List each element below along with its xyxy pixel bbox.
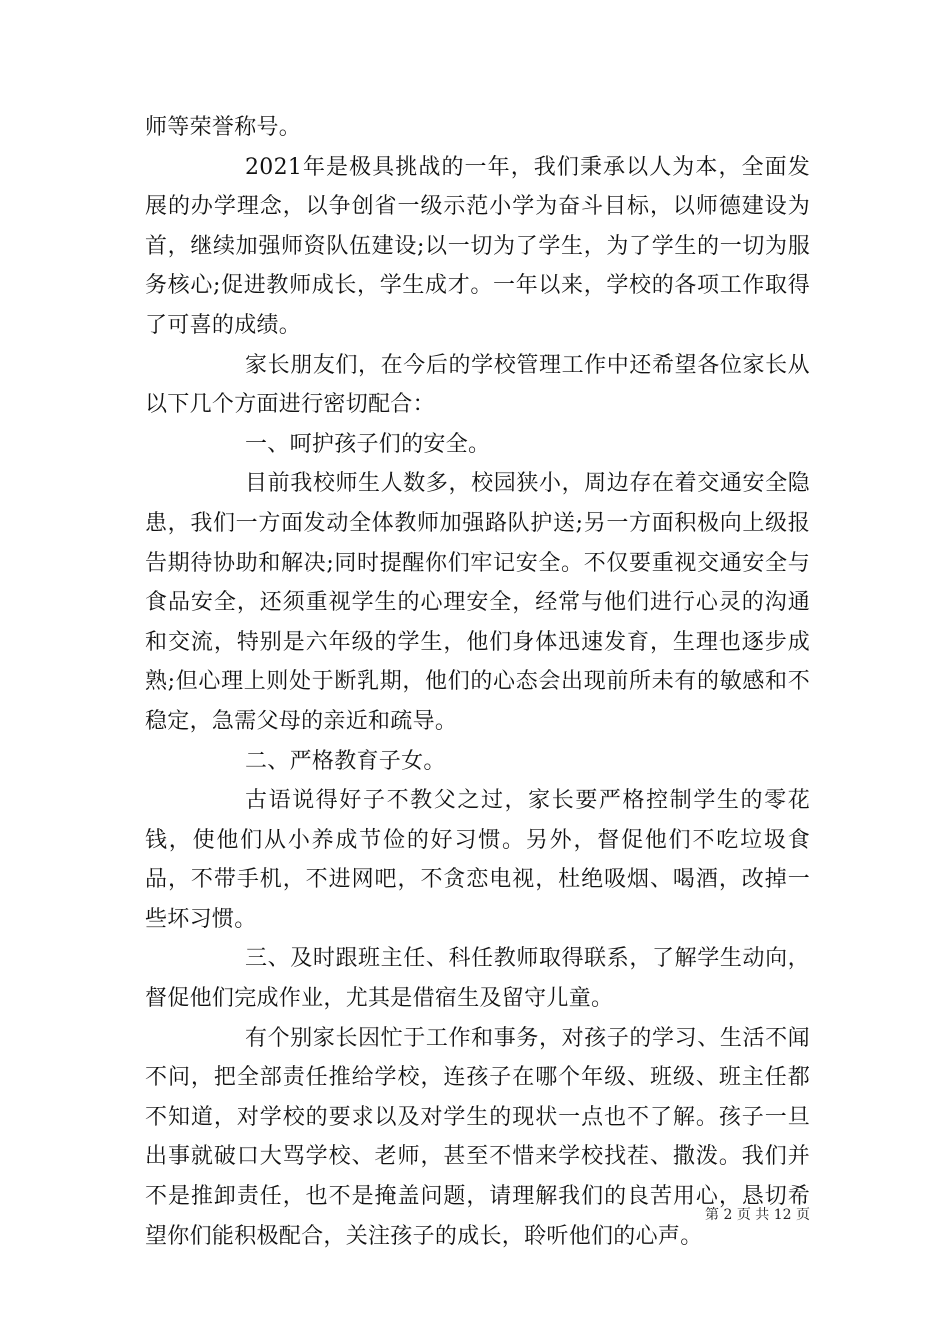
paragraph-2: 2021年是极具挑战的一年，我们秉承以人为本，全面发展的办学理念，以争创省一级示范小学为奋斗目标，以师德建设为首，继续加强师资队伍建设;以一切为了学生，为了学生的一切为服务核心;促进教师成长，学生成才。一年以来，学校的各项工作取得了可喜的成绩。 [145,154,810,338]
paragraph-3: 家长朋友们，在今后的学校管理工作中还希望各位家长从以下几个方面进行密切配合： [145,352,810,418]
paragraph-1: 师等荣誉称号。 [145,115,302,140]
paragraph-6: 有个别家长因忙于工作和事务，对孩子的学习、生活不闻不问，把全部责任推给学校，连孩子在哪个年级、班级、班主任都不知道，对学校的要求以及对学生的现状一点也不了解。孩子一旦出事就破口大骂学校、老师，甚至不惜来学校找茬、撒泼。我们并不是推卸责任，也不是掩盖问题，请理解我们的良苦用心，恳切希望你们能积极配合，关注孩子的成长，聆听他们的心声。 [145,1025,810,1249]
paragraph-5: 古语说得好子不教父之过，家长要严格控制学生的零花钱，使他们从小养成节俭的好习惯。另外，督促他们不吃垃圾食品，不带手机，不进网吧，不贪恋电视，杜绝吸烟、喝酒，改掉一些坏习惯。 [145,788,810,932]
section-heading-1: 一、呵护孩子们的安全。 [245,431,491,457]
section-heading-3: 三、及时跟班主任、科任教师取得联系，了解学生动向，督促他们完成作业，尤其是借宿生及留守儿童。 [145,946,810,1012]
section-heading-2: 二、严格教育子女。 [245,748,446,774]
page-number-footer: 第 2 页 共 12 页 [705,1207,810,1223]
body-text [145,108,810,1256]
paragraph-4: 目前我校师生人数多，校园狭小，周边存在着交通安全隐患，我们一方面发动全体教师加强路队护送;另一方面积极向上级报告期待协助和解决;同时提醒你们牢记安全。不仅要重视交通安全与食品安全，还须重视学生的心理安全，经常与他们进行心灵的沟通和交流，特别是六年级的学生，他们身体迅速发育，生理也逐步成熟;但心理上则处于断乳期，他们的心态会出现前所未有的敏感和不稳定，急需父母的亲近和疏导。 [145,471,810,734]
